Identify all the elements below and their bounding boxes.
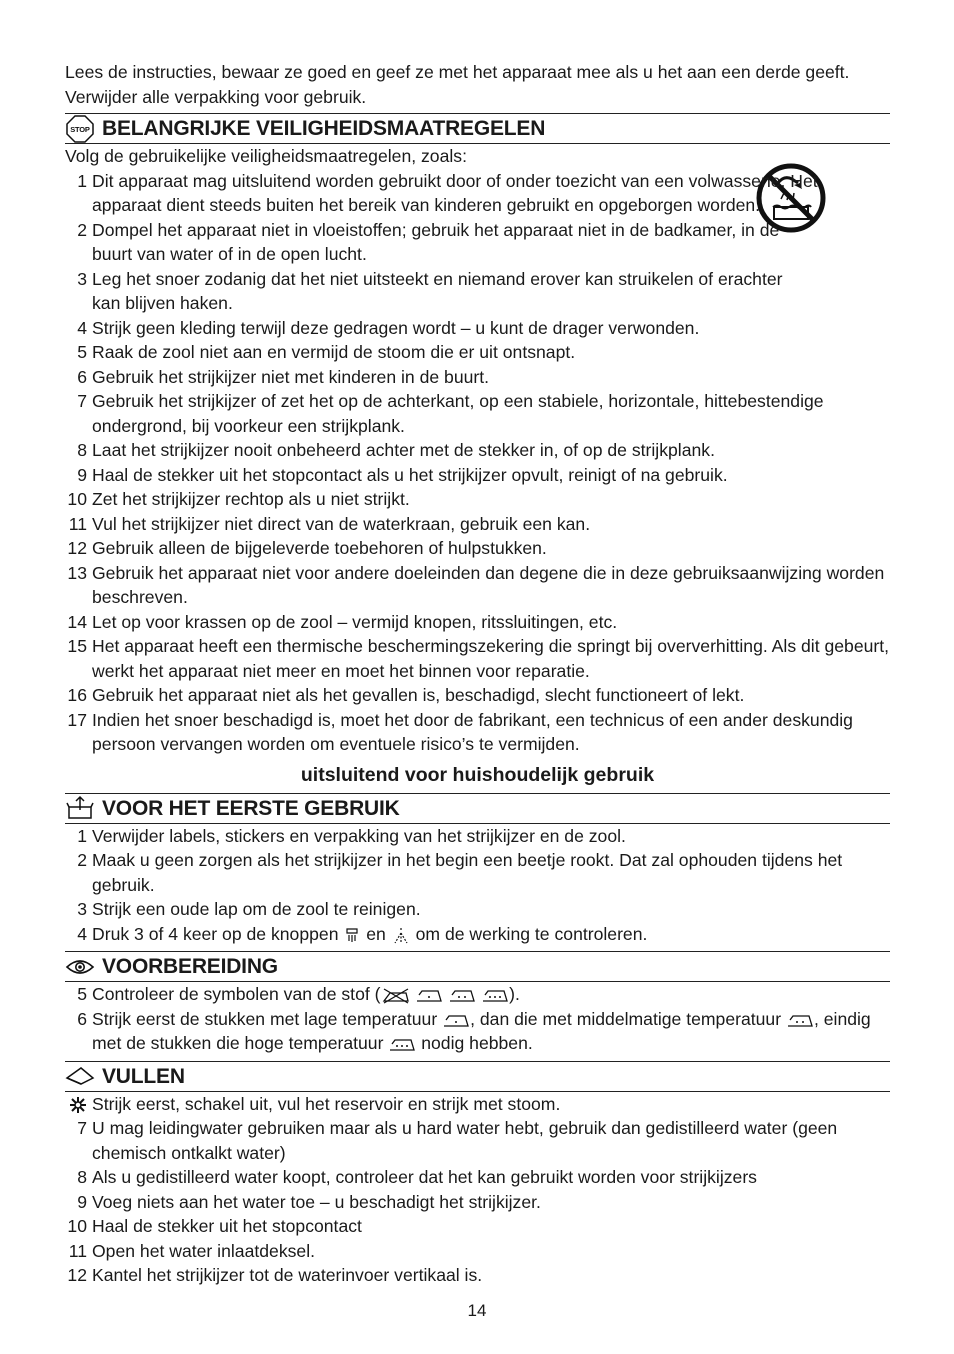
list-item-text: Raak de zool niet aan en vermijd de stoom die er uit ontsnapt. (92, 342, 576, 362)
list-item-number: 7 (77, 1118, 87, 1138)
list-item-number: 12 (67, 538, 87, 558)
list-item (65, 169, 890, 218)
list-item (65, 824, 890, 849)
list-item (65, 536, 890, 561)
iron-three-dots-icon (388, 1035, 416, 1053)
list-item-text: Indien het snoer beschadigd is, moet het door de fabrikant, een technicus of een ander deskundig persoon vervangen worden om eventuele risico’s te vermijden. (92, 709, 853, 754)
list-item (65, 365, 890, 390)
fill-title: VULLEN (102, 1064, 185, 1088)
list-item-text: Gebruik het apparaat niet als het gevallen is, beschadigd, slecht functioneert of lekt. (92, 685, 745, 705)
list-item (65, 267, 890, 316)
steam-burst-button-icon (343, 926, 361, 944)
list-item: 5 Controleer de symbolen van de stof ( ). (77, 984, 520, 1004)
list-item-text: U mag leidingwater gebruiken maar als u hard water hebt, gebruik dan gedistilleerd water (geen chemisch ontkalkt water) (92, 1118, 838, 1163)
list-item-text: Gebruik het strijkijzer niet met kinderen in de buurt. (92, 366, 490, 387)
fill-water-icon (65, 1063, 95, 1089)
list-item (65, 708, 890, 757)
list-item-number: 2 (77, 850, 87, 870)
list-item (65, 1190, 890, 1215)
list-item (65, 683, 890, 708)
list-item (65, 1116, 890, 1165)
list-item-text: Gebruik het apparaat niet voor andere doeleinden dan degene die in deze gebruiksaanwijzing worden beschreven. (92, 562, 885, 607)
list-item-text: Zet het strijkijzer rechtop als u niet strijkt. (92, 489, 410, 509)
svg-text:STOP: STOP (70, 124, 90, 134)
list-item-number: 3 (77, 899, 87, 919)
list-item: 6 Strijk eerst de stukken met lage temperatuur , dan die met middelmatige temperatuur , eindig met de stukken die hoge temperatuur nodig hebben. (77, 1008, 871, 1053)
list-item-number: 1 (77, 825, 87, 846)
list-item (65, 512, 890, 537)
first-use-list (65, 824, 890, 922)
list-item (65, 561, 890, 610)
list-item: 4 Druk 3 of 4 keer op de knoppen en om de werking te controleren. (77, 923, 648, 944)
preparation-section-header (65, 951, 890, 982)
list-item (65, 463, 890, 488)
no-iron-icon (381, 986, 411, 1004)
list-item-number: 8 (77, 440, 87, 460)
list-item (65, 1214, 890, 1239)
eye-icon (65, 954, 95, 980)
list-item-number: 1 (77, 170, 87, 191)
list-item-number: 14 (67, 611, 87, 632)
list-item-number: 9 (77, 1191, 87, 1212)
list-item-number: 11 (68, 1240, 87, 1261)
list-item-number: 6 (77, 366, 87, 387)
list-item-number: 12 (67, 1265, 87, 1285)
page-number: 14 (467, 1301, 487, 1320)
list-item (65, 610, 890, 635)
list-item-number: 7 (77, 391, 87, 411)
list-item (65, 848, 890, 897)
list-item-text: Verwijder labels, stickers en verpakking van het strijkijzer en de zool. (92, 825, 626, 846)
list-item (65, 487, 890, 512)
iron-one-dot-icon (415, 986, 443, 1004)
list-item (65, 438, 890, 463)
iron-one-dot-icon (442, 1011, 470, 1029)
list-item (65, 634, 890, 683)
safety-lead: Volg de gebruikelijke veiligheidsmaatregelen, zoals: (65, 146, 467, 166)
list-item-number: 15 (67, 636, 87, 656)
list-item-number: 2 (77, 219, 87, 240)
preparation-title: VOORBEREIDING (102, 955, 278, 978)
list-item-number: 13 (67, 562, 87, 583)
list-item (65, 389, 890, 438)
iron-two-dots-icon (786, 1011, 814, 1029)
list-item-number: 3 (77, 268, 87, 289)
list-item-text: Haal de stekker uit het stopcontact (92, 1216, 362, 1236)
list-item-text: Open het water inlaatdeksel. (92, 1240, 315, 1261)
spray-button-icon (391, 926, 411, 944)
list-item-text: Kantel het strijkijzer tot de waterinvoer vertikaal is. (92, 1265, 483, 1285)
list-item-text: Voeg niets aan het water toe – u beschadigt het strijkijzer. (92, 1191, 541, 1212)
list-item-number: 5 (77, 342, 87, 362)
list-item-text: Vul het strijkijzer niet direct van de waterkraan, gebruik een kan. (92, 513, 591, 534)
list-item-number: 10 (67, 1216, 87, 1236)
list-item-text: Strijk geen kleding terwijl deze gedragen wordt – u kunt de drager verwonden. (92, 317, 700, 338)
star-icon (65, 1092, 89, 1117)
list-item (65, 218, 890, 267)
list-item-text: Leg het snoer zodanig dat het niet uitsteekt en niemand erover kan struikelen of erachter kan blijven haken. (92, 268, 783, 313)
list-item-number: 11 (68, 513, 87, 534)
list-item (65, 1165, 890, 1190)
list-item-number: 16 (67, 685, 87, 705)
fill-section-header (65, 1061, 890, 1092)
list-item-text: Strijk een oude lap om de zool te reinigen. (92, 899, 421, 919)
intro-text: Lees de instructies, bewaar ze goed en geef ze met het apparaat mee als u het aan een derde geeft. Verwijder alle verpakking voor gebruik. (65, 62, 850, 107)
household-use-note: uitsluitend voor huishoudelijk gebruik (300, 763, 655, 786)
list-item-text: Gebruik het strijkijzer of zet het op de achterkant, op een stabiele, horizontale, hittebestendige ondergrond, bij voorkeur een strijkplank. (92, 391, 824, 436)
unpack-box-icon (65, 795, 95, 821)
safety-section-header (65, 113, 890, 144)
first-use-title: VOOR HET EERSTE GEBRUIK (102, 796, 400, 820)
safety-list (65, 169, 890, 757)
list-item (65, 340, 890, 365)
fill-list (65, 1116, 890, 1288)
iron-three-dots-icon (481, 986, 509, 1004)
list-item-text: Maak u geen zorgen als het strijkijzer in het begin een beetje rookt. Dat zal ophouden tijdens het gebruik. (92, 850, 843, 895)
list-item-text: Gebruik alleen de bijgeleverde toebehoren of hulpstukken. (92, 538, 547, 558)
list-item-number: 17 (67, 709, 87, 730)
list-item-text: Let op voor krassen op de zool – vermijd knopen, ritssluitingen, etc. (92, 611, 618, 632)
list-item-text: Dompel het apparaat niet in vloeistoffen; gebruik het apparaat niet in de badkamer, in de buurt van water of in de open lucht. (92, 219, 780, 264)
list-item (65, 316, 890, 341)
list-item-number: 8 (77, 1167, 87, 1187)
list-item-number: 10 (67, 489, 87, 509)
list-item (65, 897, 890, 922)
list-item-text: Dit apparaat mag uitsluitend worden gebruikt door of onder toezicht van een volwassene. Het apparaat dient steeds buiten het bereik van kinderen gebruikt en opgeborgen worden. (92, 170, 818, 215)
list-item: Strijk eerst, schakel uit, vul het reservoir en strijk met stoom. (65, 1092, 890, 1117)
manual-page (65, 60, 890, 1288)
list-item-text: Het apparaat heeft een thermische beschermingszekering die springt bij oververhitting. Als dit gebeurt, werkt het apparaat niet meer en moet het binnen voor reparatie. (92, 636, 890, 681)
safety-title: BELANGRIJKE VEILIGHEIDSMAATREGELEN (102, 117, 546, 140)
list-item (65, 1263, 890, 1288)
stop-icon (65, 116, 95, 142)
list-item-text: Haal de stekker uit het stopcontact als u het strijkijzer opvult, reinigt of na gebruik. (92, 464, 728, 485)
list-item-text: Laat het strijkijzer nooit onbeheerd achter met de stekker in, of op de strijkplank. (92, 440, 715, 460)
first-use-section-header (65, 793, 890, 824)
list-item-number: 4 (77, 317, 87, 338)
list-item-text: Als u gedistilleerd water koopt, controleer dat het kan gebruikt worden voor strijkijzers (92, 1167, 757, 1187)
list-item-number: 9 (77, 464, 87, 485)
iron-two-dots-icon (448, 986, 476, 1004)
list-item (65, 1239, 890, 1264)
